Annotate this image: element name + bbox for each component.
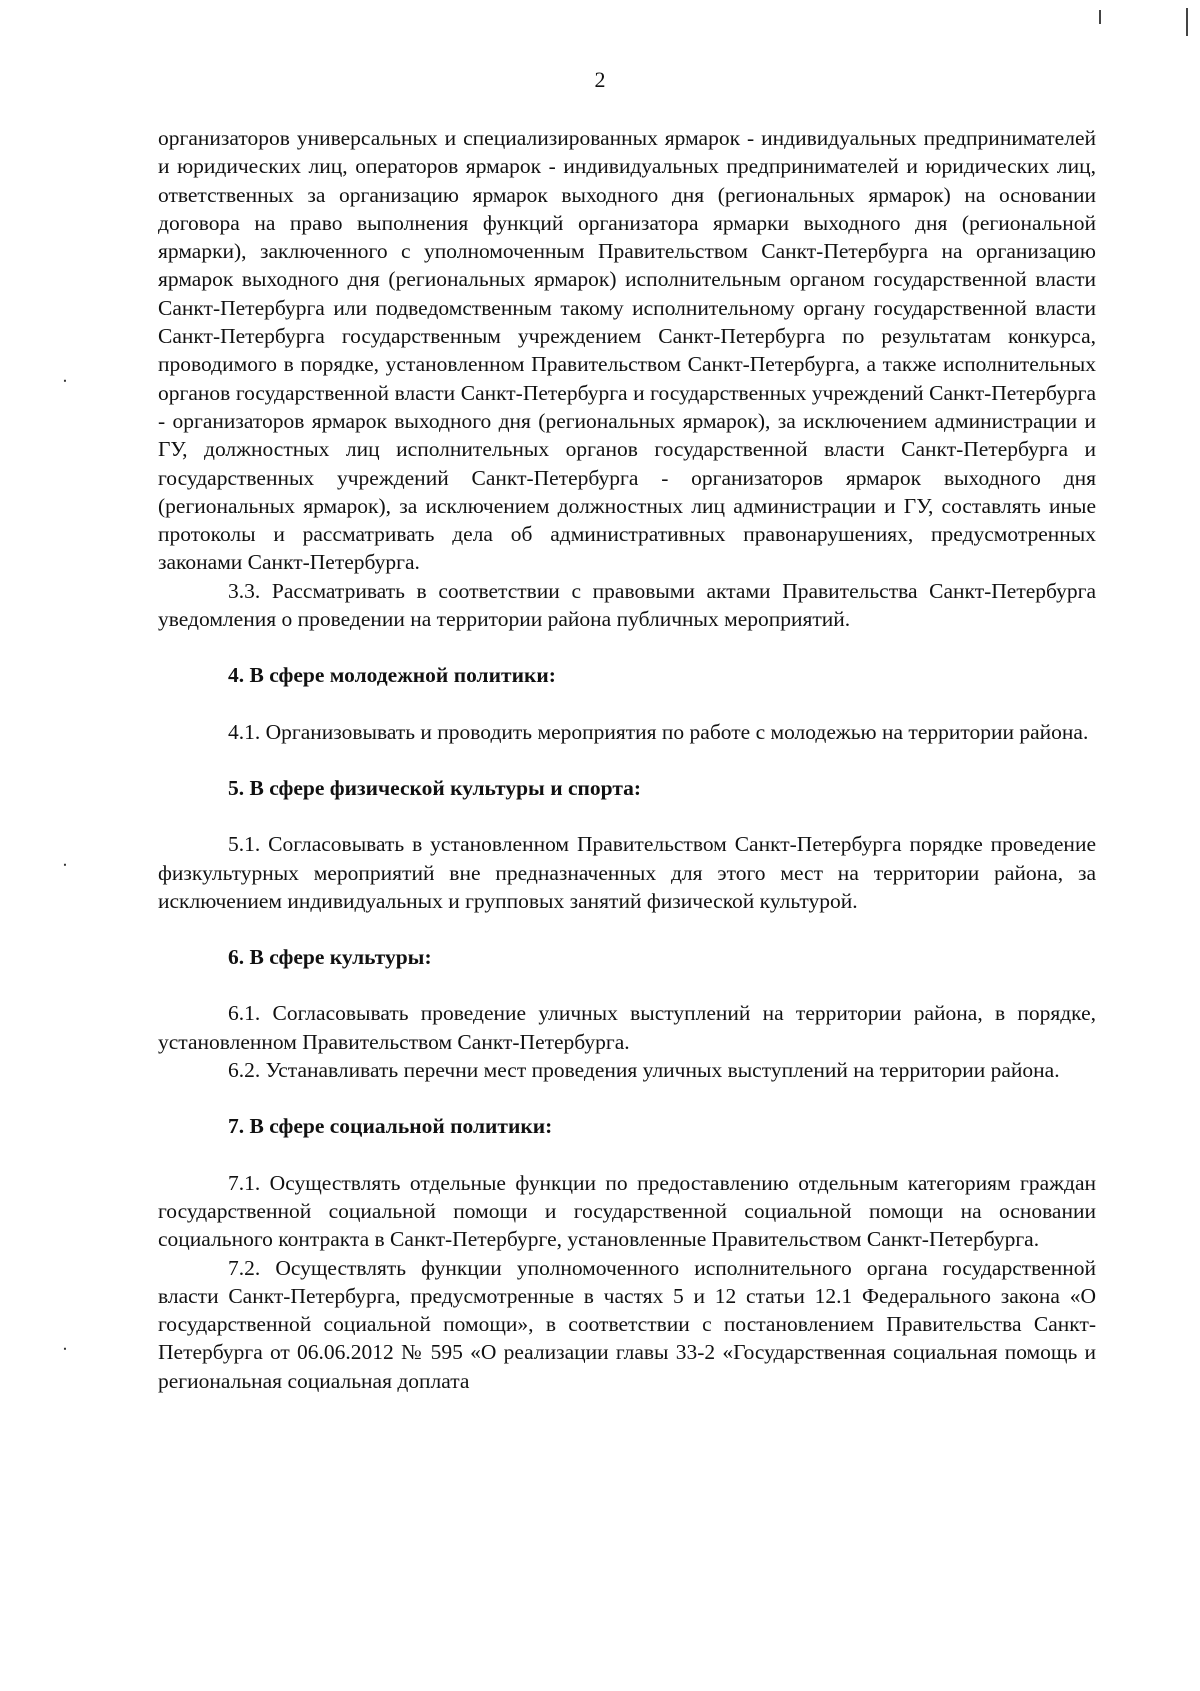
section-heading-4: 4. В сфере молодежной политики: bbox=[228, 663, 556, 688]
document-body bbox=[158, 124, 1096, 1395]
paragraph-5-1: 5.1. Согласовывать в установленном Правительством Санкт-Петербурга порядке проведение физкультурных мероприятий вне предназначенных для этого мест на территории района, за исключением индивидуальных и групповых занятий физической культурой. bbox=[158, 832, 1096, 913]
hole-punch-mark: ᐧ bbox=[62, 1339, 68, 1361]
paragraph-6-2: 6.2. Устанавливать перечни мест проведения уличных выступлений на территории района. bbox=[228, 1058, 1060, 1083]
hole-punch-mark: ᐧ bbox=[62, 371, 68, 393]
page-number: 2 bbox=[594, 67, 606, 92]
scan-edge-mark bbox=[1186, 8, 1188, 36]
section-heading-6: 6. В сфере культуры: bbox=[228, 945, 432, 970]
paragraph-continuation: организаторов универсальных и специализированных ярмарок - индивидуальных предпринимателей и юридических лиц, операторов ярмарок - индивидуальных предпринимателей и юридических лиц, ответственных за организацию ярмарок выходного дня (региональных ярмарок) на основании договора на право выполнения функций организатора ярмарки выходного дня (региональной ярмарки), заключенного с уполномоченным Правительством Санкт-Петербурга на организацию ярмарок выходного дня (региональных ярмарок) исполнительным органом государственной власти Санкт-Петербурга или подведомственным такому исполнительному органу государственной власти Санкт-Петербурга государственным учреждением Санкт-Петербурга по результатам конкурса, проводимого в порядке, установленном Правительством Санкт-Петербурга, а также исполнительных органов государственной власти Санкт-Петербурга и государственных учреждений Санкт-Петербурга - организаторов ярмарок выходного дня (региональных ярмарок), за исключением администрации и ГУ, должностных лиц исполнительных органов государственной власти Санкт-Петербурга и государственных учреждений Санкт-Петербурга - организаторов ярмарок выходного дня (региональных ярмарок), за исключением должностных лиц администрации и ГУ, составлять иные протоколы и рассматривать дела об административных правонарушениях, предусмотренных законами Санкт-Петербурга. bbox=[158, 126, 1096, 575]
paragraph-7-1: 7.1. Осуществлять отдельные функции по предоставлению отдельным категориям граждан государственной социальной помощи и государственной социальной помощи на основании социального контракта в Санкт-Петербурге, установленные Правительством Санкт-Петербурга. bbox=[158, 1170, 1096, 1252]
paragraph-3-3: 3.3. Рассматривать в соответствии с правовыми актами Правительства Санкт-Петербурга уведомления о проведении на территории района публичных мероприятий. bbox=[158, 578, 1096, 632]
section-heading-5: 5. В сфере физической культуры и спорта: bbox=[228, 775, 642, 800]
scan-edge-mark bbox=[1099, 10, 1101, 24]
section-heading-7: 7. В сфере социальной политики: bbox=[228, 1114, 553, 1139]
paragraph-6-1: 6.1. Согласовывать проведение уличных выступлений на территории района, в порядке, установленном Правительством Санкт-Петербурга. bbox=[158, 1001, 1096, 1054]
hole-punch-mark: ᐧ bbox=[62, 855, 68, 877]
paragraph-4-1: 4.1. Организовывать и проводить мероприятия по работе с молодежью на территории района. bbox=[228, 719, 1089, 744]
paragraph-7-2: 7.2. Осуществлять функции уполномоченного исполнительного органа государственной власти Санкт-Петербурга, предусмотренные в частях 5 и 12 статьи 12.1 Федерального закона «О государственной социальной помощи», в соответствии с постановлением Правительства Санкт-Петербурга от 06.06.2012 № 595 «О реализации главы 33-2 «Государственная социальная помощь и региональная социальная доплата bbox=[158, 1255, 1096, 1393]
